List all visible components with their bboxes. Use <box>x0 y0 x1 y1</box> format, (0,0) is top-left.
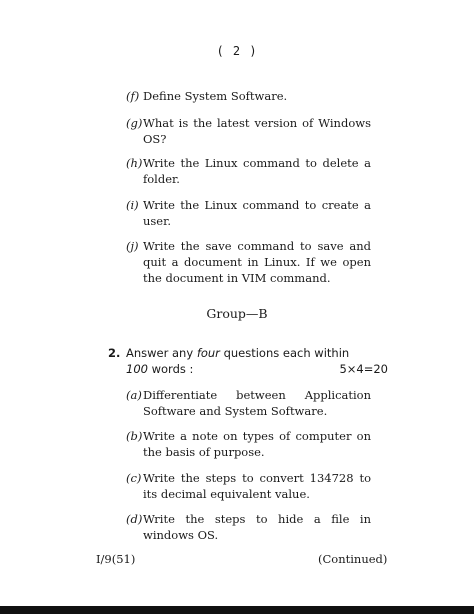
question-label: (j) <box>126 239 139 253</box>
question-label: (a) <box>126 388 142 402</box>
question-g <box>126 115 371 147</box>
question-text: What is the latest version of Windows OS? <box>143 116 371 146</box>
question-j <box>126 238 371 286</box>
question-text: Write the Linux command to delete a folder. <box>143 156 371 186</box>
question-text: Write the steps to hide a file in windows OS. <box>143 512 371 542</box>
question-h <box>126 155 371 187</box>
question-c <box>126 470 371 502</box>
question-label: (i) <box>126 198 139 212</box>
question-2-instructions <box>108 345 388 377</box>
words-emph: 100 <box>126 362 148 376</box>
question-label: (d) <box>126 512 143 526</box>
words-suffix: words : <box>147 362 194 376</box>
instruction-emph: four <box>196 346 220 360</box>
question-text: Write the steps to convert 134728 to its decimal equivalent value. <box>143 471 371 501</box>
page-number: ( 2 ) <box>216 44 258 58</box>
question-text: Write the Linux command to create a user. <box>143 198 371 228</box>
paper-code: I/9(51) <box>96 552 136 566</box>
instruction-prefix: Answer any <box>126 346 197 360</box>
instruction-suffix: questions each within <box>219 346 350 360</box>
marks: 5×4=20 <box>339 362 388 376</box>
question-b <box>126 428 371 460</box>
question-i <box>126 197 371 229</box>
question-text: Differentiate between Application Software and System Software. <box>143 388 371 418</box>
question-text: Define System Software. <box>143 89 288 103</box>
scan-edge-bar <box>0 606 474 614</box>
continued-label: (Continued) <box>318 552 388 566</box>
question-text: Write the save command to save and quit a document in Linux. If we open the document in VIM command. <box>143 239 371 285</box>
question-label: (f) <box>126 89 140 103</box>
question-f <box>126 88 371 104</box>
group-heading: Group—B <box>206 306 268 321</box>
question-d <box>126 511 371 543</box>
question-text: Write a note on types of computer on the basis of purpose. <box>143 429 371 459</box>
question-a <box>126 387 371 419</box>
question-label: (h) <box>126 156 143 170</box>
question-label: (b) <box>126 429 143 443</box>
instruction-line <box>126 345 388 361</box>
words-line <box>126 361 388 377</box>
question-label: (c) <box>126 471 142 485</box>
question-label: (g) <box>126 116 143 130</box>
question-number: 2. <box>108 346 121 360</box>
